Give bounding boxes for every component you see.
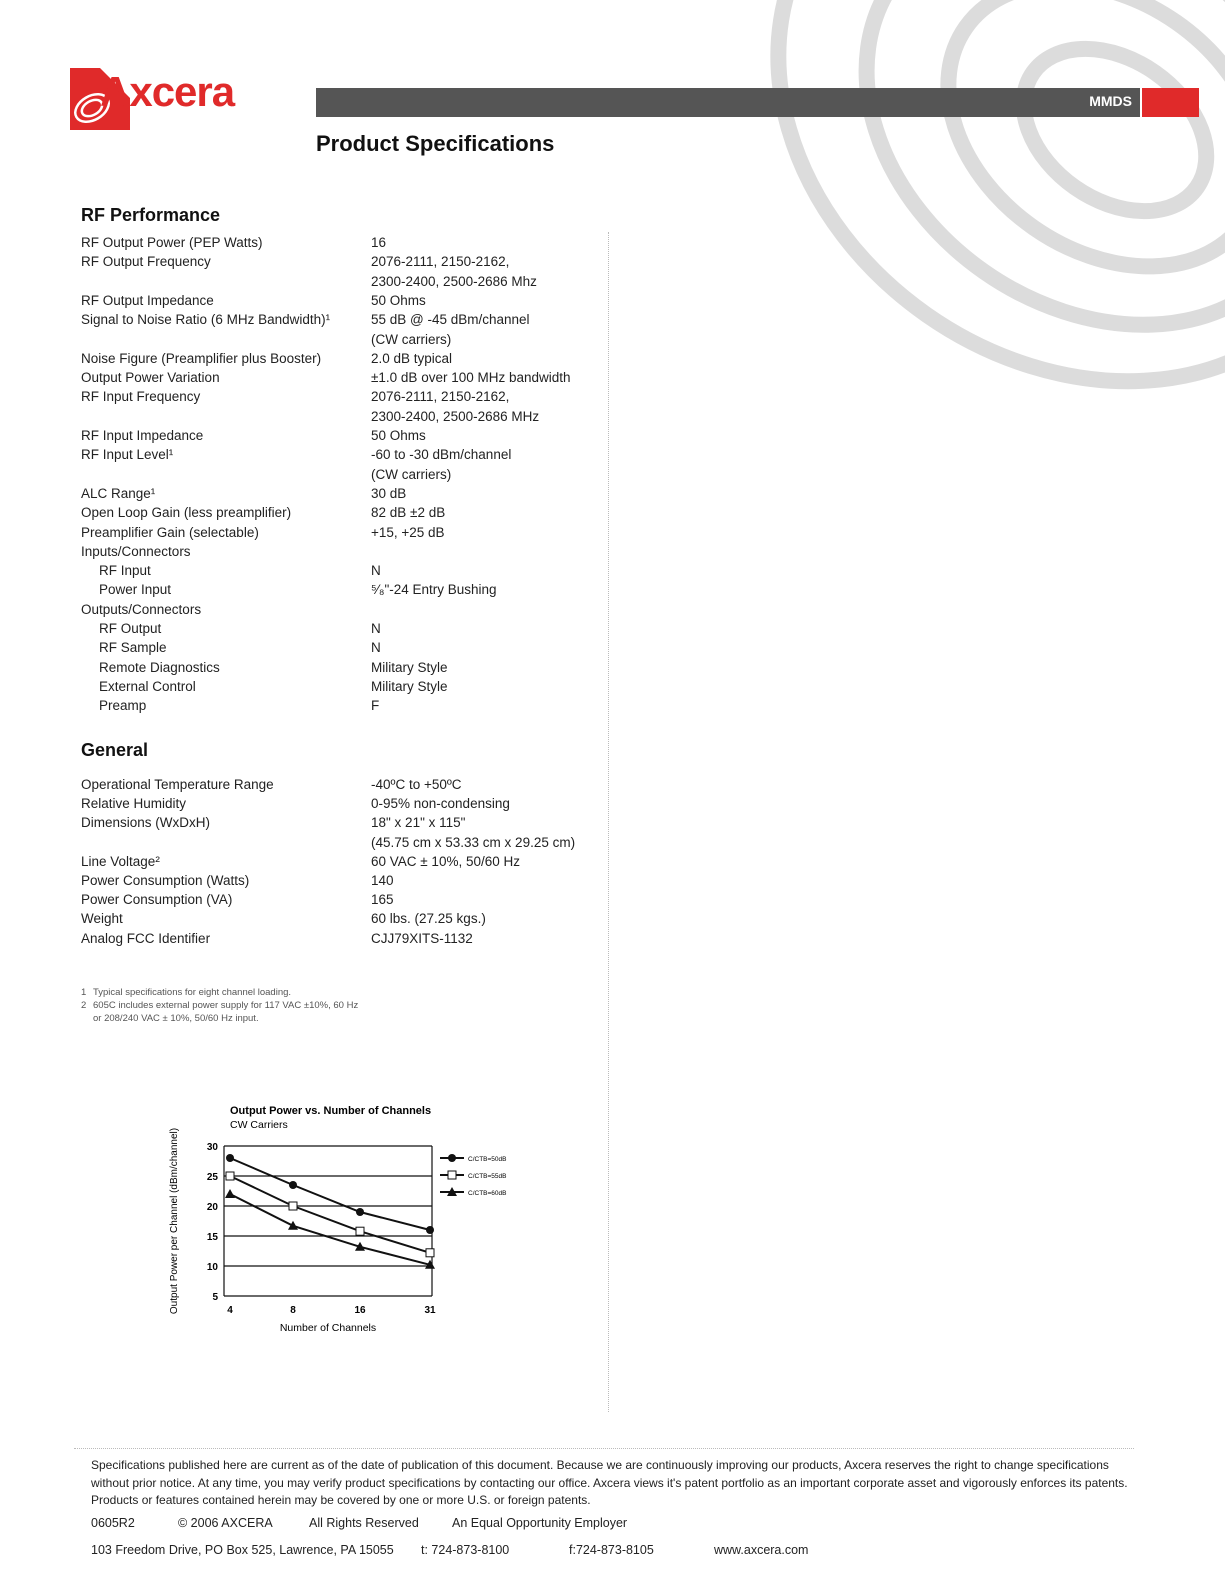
spec-value: 16: [371, 235, 387, 250]
spec-value: N: [371, 621, 381, 636]
brand-name: Axcera: [100, 68, 235, 115]
spec-label: Open Loop Gain (less preamplifier): [81, 505, 292, 521]
legend-label: C/CTB=50dB: [468, 1156, 507, 1163]
spec-value: (CW carriers): [371, 331, 452, 347]
spec-value: -60 to -30 dBm/channel: [371, 447, 512, 463]
footnote-mark: 1: [81, 987, 87, 998]
y-tick-label: 5: [212, 1292, 218, 1303]
spec-label: RF Input Impedance: [81, 428, 204, 443]
footnote-2: [81, 999, 358, 1012]
footnote-2-cont: [81, 1012, 259, 1025]
spec-value: 2076-2111, 2150-2162,: [371, 254, 510, 270]
phone: t: 724-873-8100: [421, 1543, 510, 1557]
website-link[interactable]: www.axcera.com: [714, 1543, 809, 1557]
data-point: [226, 1172, 234, 1180]
spec-value: F: [371, 698, 380, 714]
x-tick-label: 31: [424, 1305, 436, 1316]
spec-value: 50 Ohms: [371, 428, 426, 443]
spec-value: 2076-2111, 2150-2162,: [371, 389, 510, 405]
chart-subtitle: CW Carriers: [230, 1119, 288, 1131]
spec-value: N: [371, 563, 381, 579]
spec-label: Power Consumption (VA): [81, 892, 233, 908]
spec-value: 55 dB @ -45 dBm/channel: [371, 312, 530, 328]
spec-label: RF Input: [99, 563, 151, 579]
data-point: [288, 1221, 298, 1230]
y-tick-label: 30: [206, 1142, 218, 1153]
spec-value: 165: [371, 892, 394, 908]
spec-value: +15, +25 dB: [371, 524, 445, 540]
legend-marker: [448, 1171, 456, 1179]
spec-label: Inputs/Connectors: [81, 543, 191, 559]
legend-label: C/CTB=55dB: [468, 1173, 507, 1180]
data-point: [226, 1154, 234, 1162]
spec-value: 60 lbs. (27.25 kgs.): [371, 911, 486, 927]
chart-title: Output Power vs. Number of Channels: [230, 1105, 432, 1117]
spec-value: (CW carriers): [371, 466, 452, 482]
fax: f:724-873-8105: [569, 1543, 654, 1557]
spec-value: CJJ79XITS-1132: [371, 930, 473, 946]
header-band: [316, 88, 1140, 117]
disclaimer-text: Specifications published here are current as of the date of publication of this document. Because we are continuously improving our products, Axcera reserves the right to change specifications without prior notice. At any time, you may verify product specifications by contacting our office. Axcera views it's patent portfolio as an important corporate asset and vigorously enforces its patents. Products or features contained herein may be covered by one or more U.S. or foreign patents.: [91, 1458, 1128, 1507]
spec-value: Military Style: [371, 678, 448, 694]
spec-label: Line Voltage²: [81, 853, 160, 869]
spec-label: RF Input Level¹: [81, 447, 174, 463]
spec-label: External Control: [99, 678, 196, 694]
output-power-chart: [160, 1100, 520, 1340]
series-line: [230, 1194, 430, 1265]
spec-value: ⁵⁄₈"-24 Entry Bushing: [371, 582, 497, 598]
footnote-text: or 208/240 VAC ± 10%, 50/60 Hz input.: [93, 1013, 259, 1024]
spec-value: 140: [371, 873, 394, 888]
x-tick-label: 16: [354, 1305, 366, 1316]
y-tick-label: 15: [206, 1232, 218, 1243]
y-tick-label: 20: [206, 1202, 218, 1213]
column-divider: [608, 232, 609, 1412]
x-tick-label: 4: [227, 1305, 233, 1316]
spec-label: Power Consumption (Watts): [81, 873, 250, 888]
data-point: [426, 1226, 434, 1234]
y-tick-label: 10: [206, 1262, 218, 1273]
footnote-text: Typical specifications for eight channel loading.: [93, 987, 292, 998]
spec-label: Remote Diagnostics: [99, 659, 220, 675]
spec-label: RF Sample: [99, 640, 167, 656]
spec-label: RF Output Frequency: [81, 254, 211, 270]
spec-value: 0-95% non-condensing: [371, 796, 510, 812]
legend-label: C/CTB=60dB: [468, 1190, 507, 1197]
footnote-text: 605C includes external power supply for 117 VAC ±10%, 60 Hz: [93, 1000, 359, 1011]
spec-value: 82 dB ±2 dB: [371, 505, 446, 521]
spec-label: RF Input Frequency: [81, 389, 201, 405]
rights-reserved: All Rights Reserved: [309, 1516, 419, 1530]
doc-code: 0605R2: [91, 1516, 135, 1530]
equal-opportunity: An Equal Opportunity Employer: [452, 1516, 628, 1530]
spec-label: ALC Range¹: [81, 485, 156, 501]
rf-performance-heading: RF Performance: [81, 205, 221, 225]
y-axis-label: Output Power per Channel (dBm/channel): [169, 1127, 180, 1315]
data-point: [356, 1227, 364, 1235]
address: 103 Freedom Drive, PO Box 525, Lawrence, PA 15055: [91, 1543, 394, 1557]
page-title: Product Specifications: [316, 131, 555, 156]
legend-marker: [448, 1154, 456, 1162]
spec-value: 50 Ohms: [371, 292, 426, 308]
spec-label: Output Power Variation: [81, 370, 220, 386]
spec-value: 18" x 21" x 115": [371, 815, 466, 831]
spec-value: -40ºC to +50ºC: [371, 777, 462, 792]
spec-label: Operational Temperature Range: [81, 777, 274, 792]
x-tick-label: 8: [290, 1305, 296, 1316]
footnote-1: [81, 986, 291, 999]
general-heading: General: [81, 740, 149, 760]
x-axis-label: Number of Channels: [279, 1322, 377, 1334]
band-label: MMDS: [1089, 93, 1132, 109]
spec-label: Signal to Noise Ratio (6 MHz Bandwidth)¹: [81, 312, 331, 328]
data-point: [225, 1189, 235, 1198]
spec-value: 2300-2400, 2500-2686 MHz: [371, 408, 540, 424]
y-tick-label: 25: [206, 1172, 218, 1183]
footer-divider: [74, 1448, 1134, 1449]
series-line: [230, 1176, 430, 1253]
spec-value: ±1.0 dB over 100 MHz bandwidth: [371, 370, 571, 386]
spec-label: RF Output Impedance: [81, 292, 214, 308]
spec-label: Preamplifier Gain (selectable): [81, 524, 259, 540]
copyright: © 2006 AXCERA: [178, 1516, 273, 1530]
footnote-mark: 2: [81, 1000, 87, 1011]
spec-label: Relative Humidity: [81, 796, 187, 812]
spec-label: RF Output: [99, 621, 162, 636]
spec-label: Analog FCC Identifier: [81, 930, 211, 946]
data-point: [426, 1249, 434, 1257]
spec-value: 2.0 dB typical: [371, 350, 453, 366]
spec-label: Power Input: [99, 582, 172, 598]
spec-value: 60 VAC ± 10%, 50/60 Hz: [371, 853, 520, 869]
spec-label: Preamp: [99, 698, 147, 714]
data-point: [289, 1181, 297, 1189]
spec-label: Weight: [81, 911, 123, 927]
data-point: [289, 1202, 297, 1210]
spec-label: Noise Figure (Preamplifier plus Booster): [81, 350, 322, 366]
header-band-accent: [1142, 88, 1199, 117]
spec-value: N: [371, 640, 381, 656]
spec-label: RF Output Power (PEP Watts): [81, 235, 263, 250]
spec-value: Military Style: [371, 659, 448, 675]
data-point: [356, 1208, 364, 1216]
spec-label: Outputs/Connectors: [81, 601, 202, 617]
spec-label: Dimensions (WxDxH): [81, 815, 211, 831]
spec-value: 2300-2400, 2500-2686 Mhz: [371, 273, 537, 289]
spec-value: 30 dB: [371, 485, 407, 501]
spec-value: (45.75 cm x 53.33 cm x 29.25 cm): [371, 834, 576, 850]
